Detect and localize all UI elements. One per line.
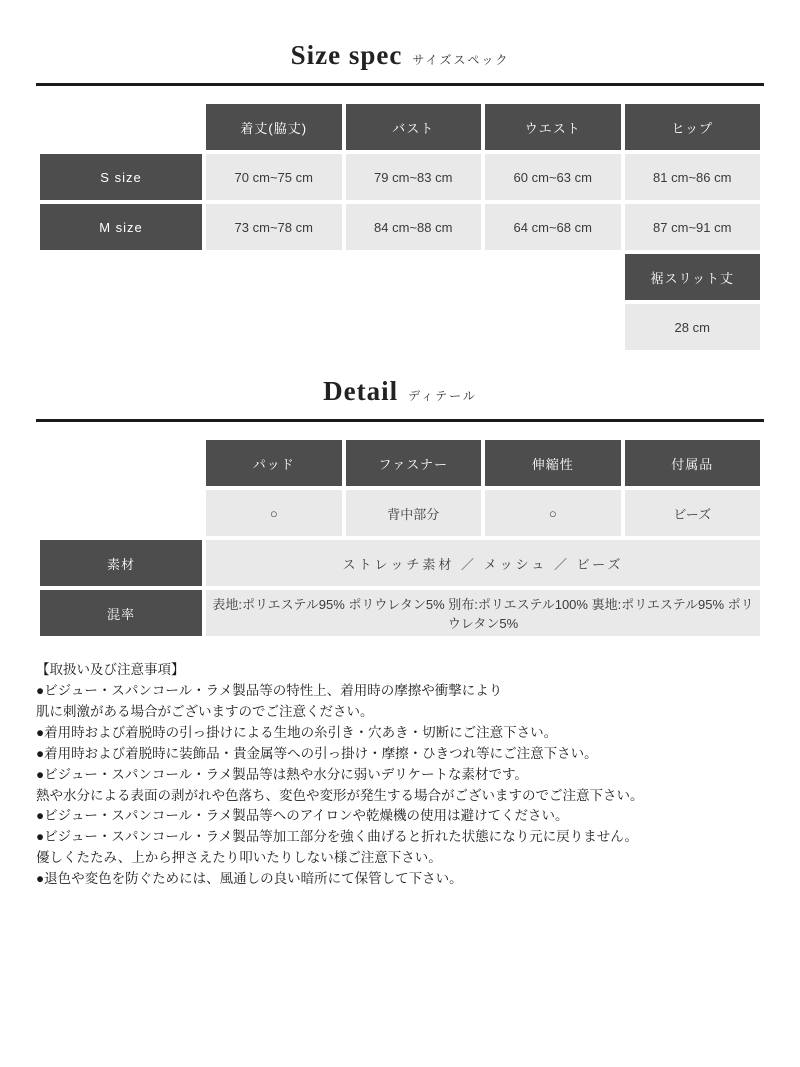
column-header-bust: バスト bbox=[346, 104, 482, 150]
cell-accessory: ビーズ bbox=[625, 490, 761, 536]
care-note-line: ●着用時および着脱時に装飾品・貴金属等への引っ掛け・摩擦・ひきつれ等にご注意下さい。 bbox=[36, 745, 598, 761]
empty-cell bbox=[485, 304, 621, 350]
cell-s-bust: 79 cm~83 cm bbox=[346, 154, 482, 200]
column-header-waist: ウエスト bbox=[485, 104, 621, 150]
row-header-material: 素材 bbox=[40, 540, 202, 586]
care-notes-title: 【取扱い及び注意事項】 bbox=[36, 662, 185, 677]
cell-m-bust: 84 cm~88 cm bbox=[346, 204, 482, 250]
detail-table bbox=[36, 436, 764, 640]
row-header-s-size: S size bbox=[40, 154, 202, 200]
table-row bbox=[40, 304, 760, 350]
empty-cell bbox=[485, 254, 621, 300]
cell-s-hip: 81 cm~86 cm bbox=[625, 154, 761, 200]
table-row bbox=[40, 204, 760, 250]
care-notes bbox=[36, 660, 764, 890]
table-row bbox=[40, 490, 760, 536]
cell-material-value: ストレッチ素材 ／ メッシュ ／ ビーズ bbox=[206, 540, 760, 586]
size-spec-title-en: Size spec bbox=[290, 40, 403, 70]
care-note-line: ●ビジュー・スパンコール・ラメ製品等は熱や水分に弱いデリケートな素材です。 bbox=[36, 766, 528, 782]
cell-m-hip: 87 cm~91 cm bbox=[625, 204, 761, 250]
cell-slit-length: 28 cm bbox=[625, 304, 761, 350]
empty-cell bbox=[40, 490, 202, 536]
size-spec-table bbox=[36, 100, 764, 354]
table-row bbox=[40, 540, 760, 586]
column-header-length: 着丈(脇丈) bbox=[206, 104, 342, 150]
empty-cell bbox=[206, 304, 342, 350]
detail-title-jp: ディテール bbox=[408, 389, 477, 403]
empty-cell bbox=[40, 254, 202, 300]
cell-s-length: 70 cm~75 cm bbox=[206, 154, 342, 200]
cell-blend-value: 表地:ポリエステル95% ポリウレタン5% 別布:ポリエステル100% 裏地:ポリエステル95% ポリウレタン5% bbox=[206, 590, 760, 636]
detail-title-en: Detail bbox=[323, 376, 399, 406]
cell-m-length: 73 cm~78 cm bbox=[206, 204, 342, 250]
detail-divider bbox=[36, 419, 764, 422]
care-note-line: ●ビジュー・スパンコール・ラメ製品等の特性上、着用時の摩擦や衝撃により bbox=[36, 682, 503, 698]
care-note-line: 肌に刺激がある場合がございますのでご注意ください。 bbox=[36, 703, 374, 719]
empty-cell bbox=[40, 304, 202, 350]
empty-corner-cell bbox=[40, 440, 202, 486]
table-row bbox=[40, 254, 760, 300]
column-header-accessory: 付属品 bbox=[625, 440, 761, 486]
cell-s-waist: 60 cm~63 cm bbox=[485, 154, 621, 200]
cell-m-waist: 64 cm~68 cm bbox=[485, 204, 621, 250]
table-row bbox=[40, 154, 760, 200]
care-note-line: 優しくたたみ、上から押さえたり叩いたりしない様ご注意下さい。 bbox=[36, 850, 442, 866]
column-header-zipper: ファスナー bbox=[346, 440, 482, 486]
column-header-hip: ヒップ bbox=[625, 104, 761, 150]
cell-stretch: ○ bbox=[485, 490, 621, 536]
care-note-line: ●ビジュー・スパンコール・ラメ製品等へのアイロンや乾燥機の使用は避けてください。 bbox=[36, 808, 569, 824]
size-spec-title-jp: サイズスペック bbox=[412, 53, 510, 67]
empty-cell bbox=[346, 254, 482, 300]
table-row bbox=[40, 590, 760, 636]
column-header-stretch: 伸縮性 bbox=[485, 440, 621, 486]
table-row bbox=[40, 440, 760, 486]
cell-pad: ○ bbox=[206, 490, 342, 536]
care-note-line: ●ビジュー・スパンコール・ラメ製品等加工部分を強く曲げると折れた状態になり元に戻りません。 bbox=[36, 829, 639, 845]
table-row bbox=[40, 104, 760, 150]
empty-cell bbox=[206, 254, 342, 300]
column-header-slit-length: 裾スリット丈 bbox=[625, 254, 761, 300]
row-header-blend: 混率 bbox=[40, 590, 202, 636]
size-spec-heading bbox=[36, 0, 764, 71]
empty-cell bbox=[346, 304, 482, 350]
row-header-m-size: M size bbox=[40, 204, 202, 250]
care-note-line: ●退色や変色を防ぐためには、風通しの良い暗所にて保管して下さい。 bbox=[36, 871, 463, 887]
detail-heading bbox=[36, 354, 764, 407]
empty-corner-cell bbox=[40, 104, 202, 150]
care-note-line: ●着用時および着脱時の引っ掛けによる生地の糸引き・穴あき・切断にご注意下さい。 bbox=[36, 724, 558, 740]
size-spec-divider bbox=[36, 83, 764, 86]
column-header-pad: パッド bbox=[206, 440, 342, 486]
care-note-line: 熱や水分による表面の剥がれや色落ち、変色や変形が発生する場合がございますのでご注意下さい。 bbox=[36, 787, 644, 803]
cell-zipper: 背中部分 bbox=[346, 490, 482, 536]
